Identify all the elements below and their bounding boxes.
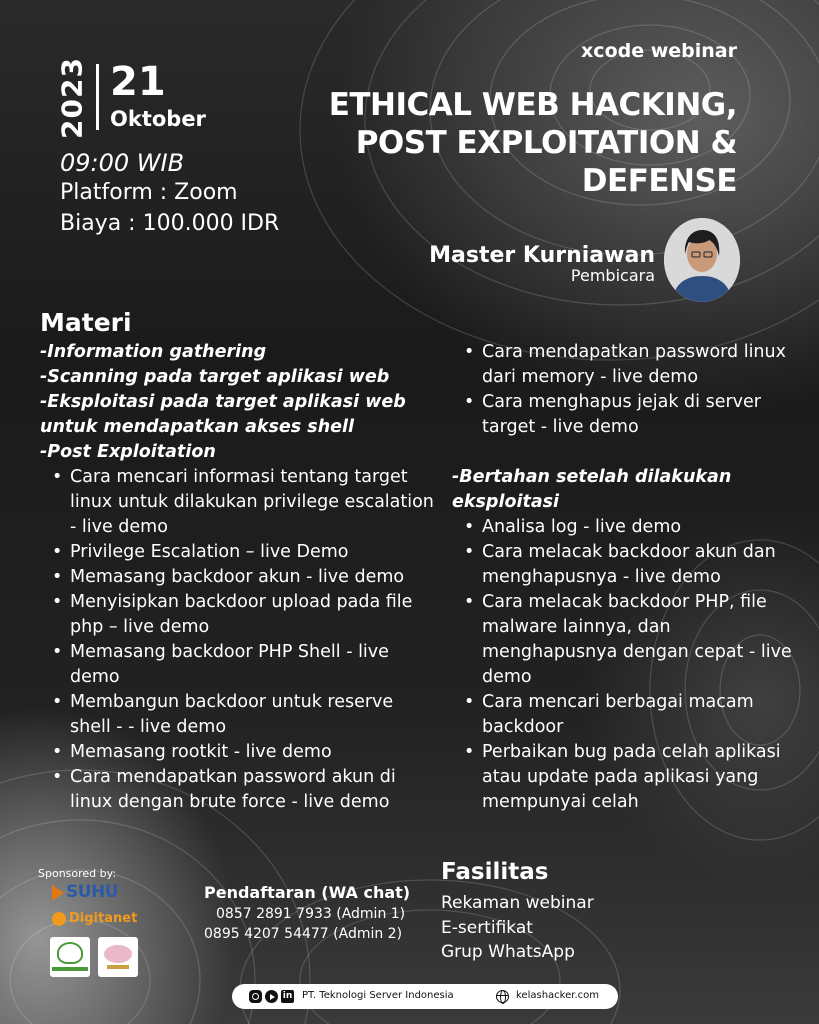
list-item: • Memasang rootkit - live demo (70, 740, 435, 765)
instagram-icon[interactable] (249, 990, 262, 1003)
website-link[interactable]: kelashacker.com (516, 990, 599, 1001)
list-item: • Cara menghapus jejak di server target - live demo (482, 390, 792, 440)
date-divider (96, 64, 99, 130)
list-item: • Menyisipkan backdoor upload pada file php – live demo (70, 590, 435, 640)
brand-label: xcode webinar (581, 40, 737, 62)
list-item: • Cara mencari informasi tentang target linux untuk dilakukan privilege escalation - live demo (70, 465, 435, 540)
suhu-logo-mark (52, 885, 64, 901)
list-item: • Cara mendapatkan password linux dari memory - live demo (482, 340, 792, 390)
event-time: 09:00 WIB (60, 149, 185, 177)
list-item: • Analisa log - live demo (482, 515, 792, 540)
globe-icon (496, 990, 509, 1003)
fasilitas-item: E-sertifikat (441, 918, 533, 938)
post-exploitation-list-continued (452, 340, 792, 440)
sponsor-logo-pink (98, 937, 138, 977)
spacer (452, 440, 792, 465)
webinar-title (257, 86, 737, 200)
fasilitas-heading: Fasilitas (441, 859, 549, 885)
materi-heading: Materi (40, 308, 132, 337)
registration-phone-admin-1: 0857 2891 7933 (Admin 1) (216, 906, 406, 922)
materi-section: -Eksploitasi pada target aplikasi web untuk mendapatkan akses shell (40, 392, 406, 437)
youtube-icon[interactable] (265, 990, 278, 1003)
fasilitas-item: Rekaman webinar (441, 893, 594, 913)
materi-section: -Bertahan setelah dilakukan eksploitasi (452, 467, 732, 512)
materi-left-column (40, 340, 435, 815)
company-name: PT. Teknologi Server Indonesia (302, 990, 454, 1001)
list-item: • Perbaikan bug pada celah aplikasi atau update pada aplikasi yang mempunyai celah (482, 740, 792, 815)
title-line: ETHICAL WEB HACKING, (328, 87, 737, 123)
speaker-avatar (664, 218, 740, 302)
title-line: DEFENSE (581, 163, 737, 199)
speaker-name: Master Kurniawan (429, 243, 655, 268)
suhu-logo-text: SUHU (66, 882, 119, 902)
digitanet-logo-text: Digitanet (69, 911, 138, 926)
event-platform: Platform : Zoom (60, 180, 238, 205)
speaker-role: Pembicara (570, 266, 655, 285)
event-month: Oktober (110, 107, 206, 131)
digitanet-logo (52, 910, 138, 930)
list-item: • Memasang backdoor PHP Shell - live demo (70, 640, 435, 690)
fasilitas-item: Grup WhatsApp (441, 942, 575, 962)
registration-title: Pendaftaran (WA chat) (204, 883, 411, 902)
list-item: • Cara melacak backdoor PHP, file malware lainnya, dan menghapusnya dengan cepat - live demo (482, 590, 792, 690)
event-fee: Biaya : 100.000 IDR (60, 211, 280, 236)
suhu-logo (52, 882, 119, 904)
sponsor-label: Sponsored by: (38, 867, 117, 880)
footer-bar (232, 984, 618, 1009)
list-item: • Memasang backdoor akun - live demo (70, 565, 435, 590)
materi-right-column (452, 340, 792, 815)
list-item: • Privilege Escalation – live Demo (70, 540, 435, 565)
defense-list (452, 515, 792, 815)
title-line: POST EXPLOITATION & (355, 125, 737, 161)
list-item: • Cara mencari berbagai macam backdoor (482, 690, 792, 740)
list-item: • Cara mendapatkan password akun di linux dengan brute force - live demo (70, 765, 435, 815)
post-exploitation-list (40, 465, 435, 815)
materi-section: -Post Exploitation (40, 442, 216, 462)
materi-section: -Scanning pada target aplikasi web (40, 367, 390, 387)
sponsor-logo-green (50, 937, 90, 977)
registration-phone-admin-2: 0895 4207 54477 (Admin 2) (204, 926, 403, 942)
list-item: • Cara melacak backdoor akun dan menghapusnya - live demo (482, 540, 792, 590)
linkedin-icon[interactable]: in (282, 991, 293, 1001)
list-item: • Membangun backdoor untuk reserve shell - - live demo (70, 690, 435, 740)
materi-section: -Information gathering (40, 342, 267, 362)
event-year: 2023 (55, 57, 89, 139)
event-day: 21 (110, 59, 166, 105)
digitanet-logo-mark (52, 912, 66, 926)
